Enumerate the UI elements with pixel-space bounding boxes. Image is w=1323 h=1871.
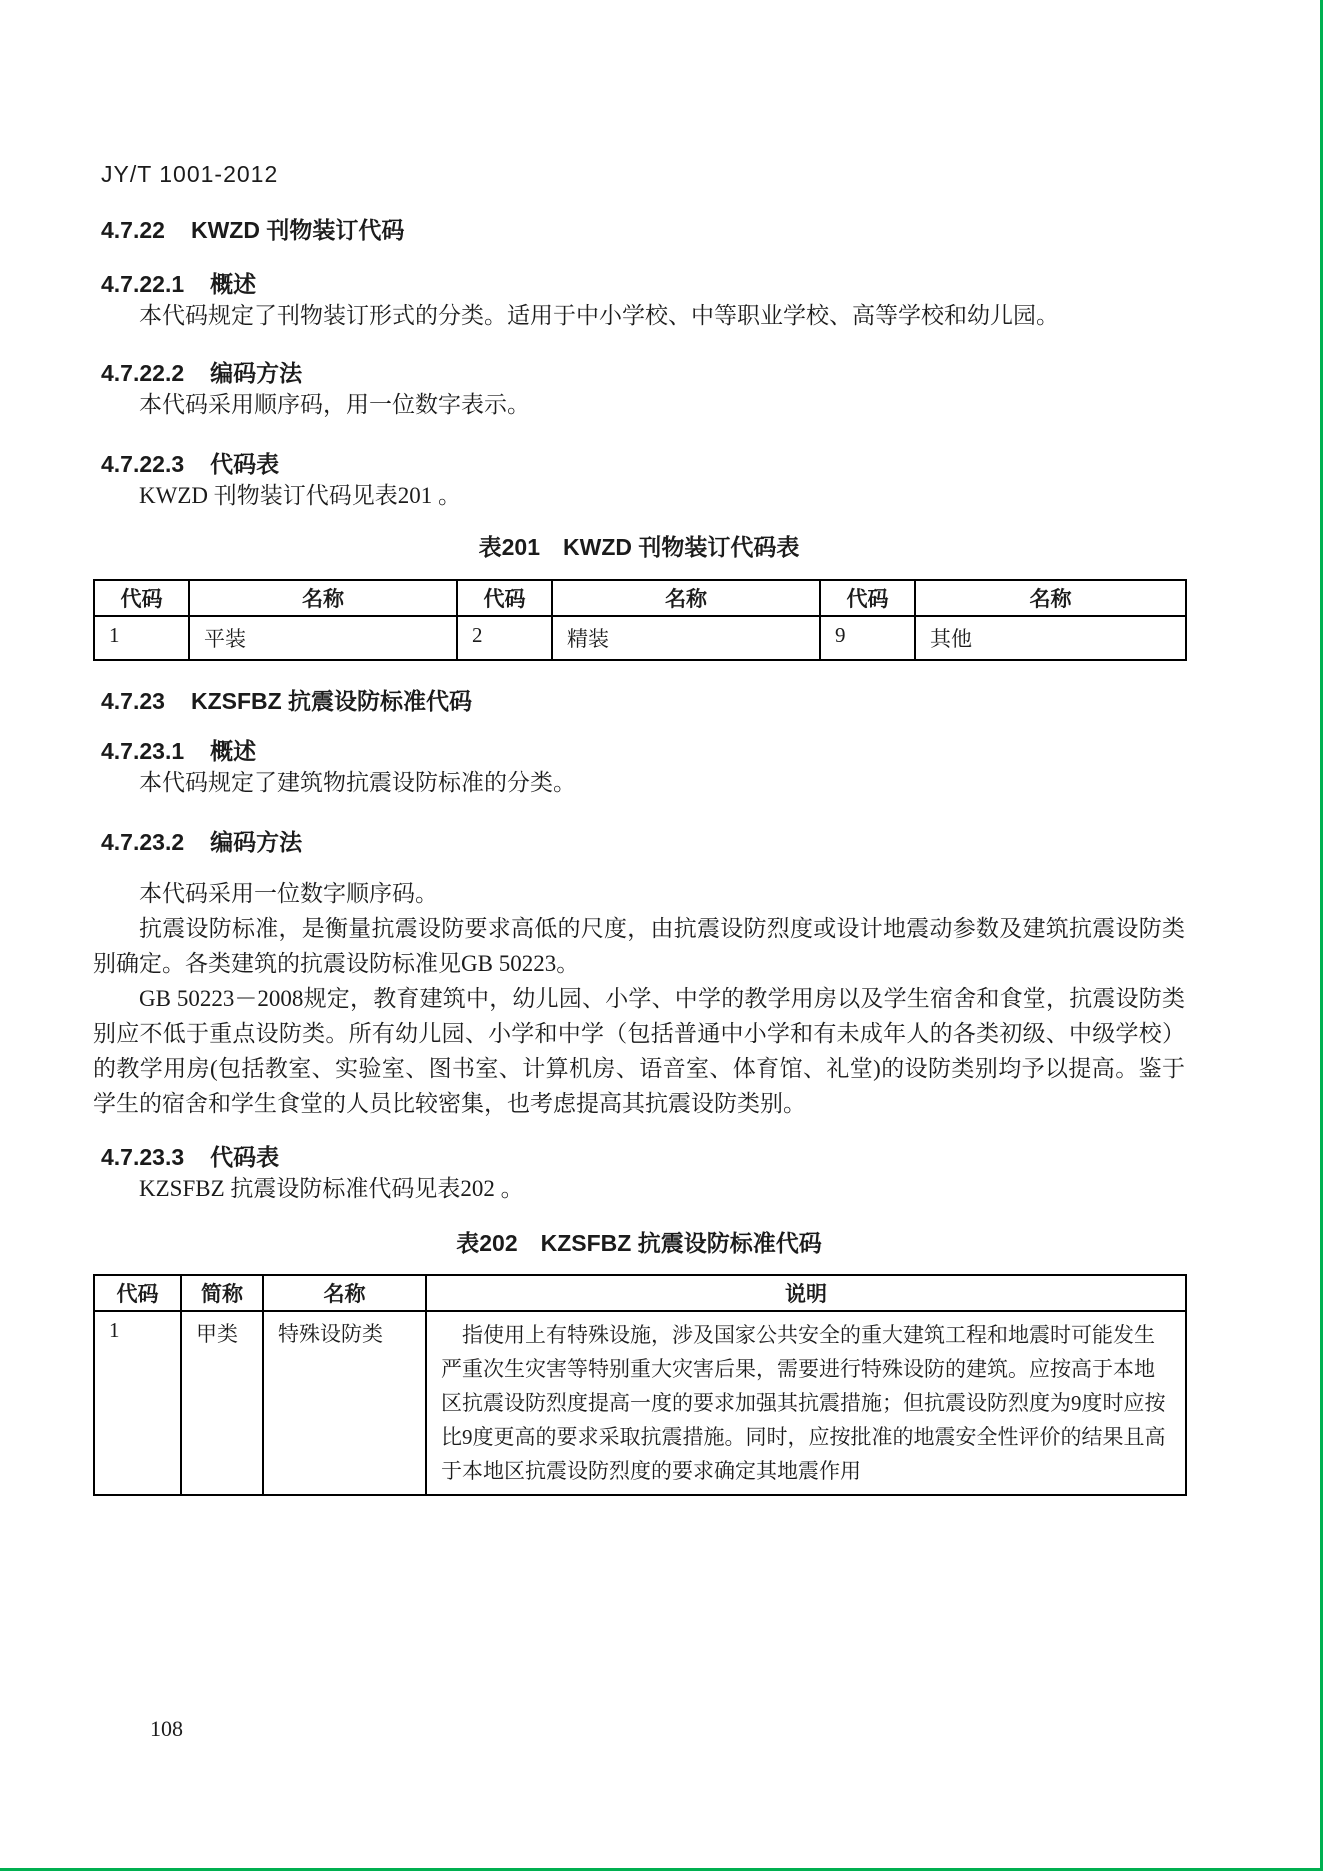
subsection-number: 4.7.22.1 [101, 271, 185, 297]
column-header-name: 名称 [189, 580, 457, 616]
table-cell-code: 2 [457, 616, 552, 660]
subsection-title: 代码表 [210, 1144, 280, 1170]
table-caption-201: 表201 KWZD 刊物装订代码表 [478, 534, 800, 560]
table-cell-name: 其他 [915, 616, 1186, 660]
paragraph-coding-method-kwzd: 本代码采用顺序码，用一位数字表示。 [139, 392, 530, 417]
subsection-heading-4-7-23-3 [101, 1143, 1185, 1171]
subsection-title: 代码表 [210, 451, 280, 477]
column-header-name: 名称 [915, 580, 1186, 616]
table-row [94, 616, 1186, 660]
doc-number: JY/T 1001-2012 [101, 161, 279, 187]
table-cell-short-name: 甲类 [181, 1311, 263, 1495]
subsection-number: 4.7.23.2 [101, 829, 185, 855]
section-title: KWZD 刊物装订代码 [190, 217, 405, 243]
subsection-number: 4.7.23.1 [101, 738, 185, 764]
page-content [93, 0, 1185, 1496]
subsection-number: 4.7.22.2 [101, 360, 185, 386]
paragraph-see-table-201: KWZD 刊物装订代码见表201 。 [139, 483, 461, 508]
paragraph-coding-method-kzsfbz: 本代码采用一位数字顺序码。 [139, 881, 438, 906]
code-table-202 [93, 1274, 1187, 1496]
column-header-code: 代码 [457, 580, 552, 616]
subsection-title: 编码方法 [210, 829, 303, 855]
table-cell-name: 精装 [552, 616, 820, 660]
paragraph-overview-kwzd: 本代码规定了刊物装订形式的分类。适用于中小学校、中等职业学校、高等学校和幼儿园。 [139, 303, 1059, 328]
paragraph-gb50223: GB 50223－2008规定，教育建筑中，幼儿园、小学、中学的教学用房以及学生宿舍和食堂，抗震设防类别应不低于重点设防类。所有幼儿园、小学和中学（包括普通中小学和有未成年人的各类初级、中级学校）的教学用房(包括教室、实验室、图书室、计算机房、语音室、体育馆、礼堂)的设防类别均予以提高。鉴于学生的宿舍和学生食堂的人员比较密集，也考虑提高其抗震设防类别。 [93, 986, 1185, 1116]
paragraph-seismic-standard: 抗震设防标准，是衡量抗震设防要求高低的尺度，由抗震设防烈度或设计地震动参数及建筑抗震设防类别确定。各类建筑的抗震设防标准见GB 50223。 [93, 916, 1185, 976]
column-header-name: 名称 [552, 580, 820, 616]
section-heading-4-7-23 [101, 687, 1185, 715]
column-header-code: 代码 [94, 1275, 181, 1311]
table-cell-code: 1 [94, 616, 189, 660]
paragraph-overview-kzsfbz: 本代码规定了建筑物抗震设防标准的分类。 [139, 770, 576, 795]
subsection-number: 4.7.23.3 [101, 1144, 185, 1170]
subsection-title: 编码方法 [210, 360, 303, 386]
column-header-description: 说明 [426, 1275, 1186, 1311]
column-header-short-name: 简称 [181, 1275, 263, 1311]
table-cell-code: 1 [94, 1311, 181, 1495]
subsection-heading-4-7-23-1 [101, 737, 1185, 765]
table-row [94, 1311, 1186, 1495]
column-header-name: 名称 [263, 1275, 426, 1311]
subsection-number: 4.7.22.3 [101, 451, 185, 477]
subsection-heading-4-7-22-3 [101, 450, 1185, 478]
table-header-row [94, 1275, 1186, 1311]
page-number: 108 [150, 1716, 183, 1741]
table-cell-name: 平装 [189, 616, 457, 660]
section-number: 4.7.23 [101, 688, 165, 714]
code-table-201 [93, 579, 1187, 661]
table-cell-name: 特殊设防类 [263, 1311, 426, 1495]
column-header-code: 代码 [94, 580, 189, 616]
table-cell-code: 9 [820, 616, 915, 660]
column-header-code: 代码 [820, 580, 915, 616]
subsection-title: 概述 [210, 271, 257, 297]
paragraph-group-coding-method [93, 876, 1185, 1121]
section-heading-4-7-22 [101, 216, 1185, 244]
table-cell-description: 指使用上有特殊设施，涉及国家公共安全的重大建筑工程和地震时可能发生严重次生灾害等特别重大灾害后果，需要进行特殊设防的建筑。应按高于本地区抗震设防烈度提高一度的要求加强其抗震措施；但抗震设防烈度为9度时应按比9度更高的要求采取抗震措施。同时，应按批准的地震安全性评价的结果且高于本地区抗震设防烈度的要求确定其地震作用 [426, 1311, 1186, 1495]
section-title: KZSFBZ 抗震设防标准代码 [190, 688, 473, 714]
paragraph-see-table-202: KZSFBZ 抗震设防标准代码见表202 。 [139, 1176, 524, 1201]
subsection-heading-4-7-23-2 [101, 828, 1185, 856]
table-caption-202: 表202 KZSFBZ 抗震设防标准代码 [456, 1230, 822, 1256]
subsection-heading-4-7-22-1 [101, 270, 1185, 298]
table-header-row [94, 580, 1186, 616]
subsection-heading-4-7-22-2 [101, 359, 1185, 387]
section-number: 4.7.22 [101, 217, 165, 243]
subsection-title: 概述 [210, 738, 257, 764]
